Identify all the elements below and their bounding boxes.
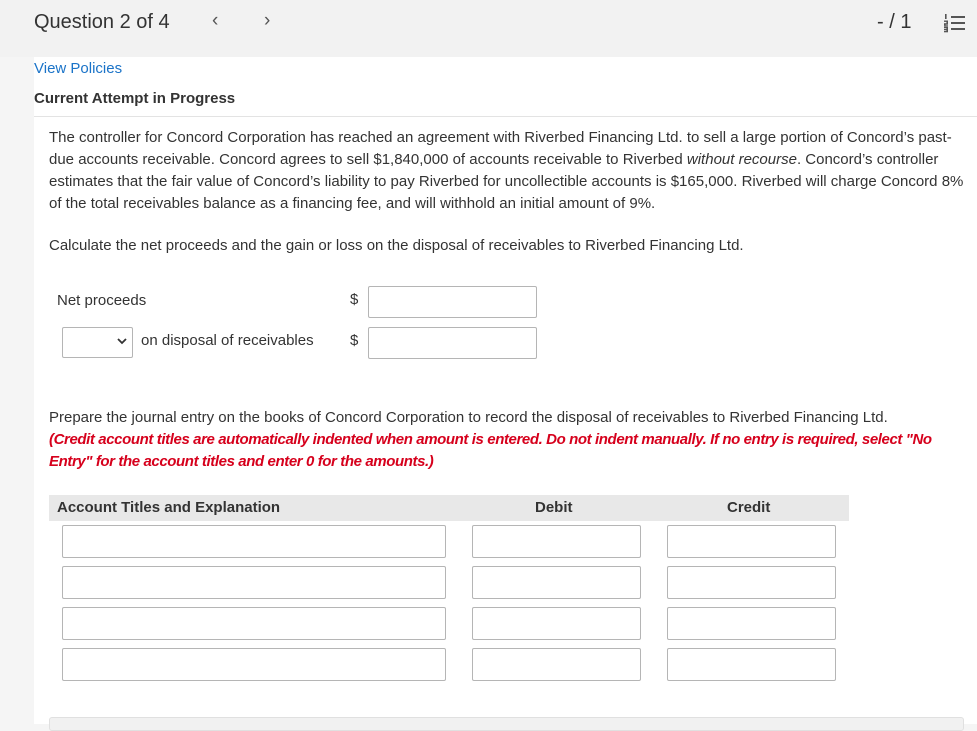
- currency-symbol: $: [350, 332, 359, 349]
- col-credit-header: Credit: [727, 499, 771, 516]
- calc-instruction: Calculate the net proceeds and the gain or loss on the disposal of receivables to Riverbed Financing Ltd.: [49, 237, 744, 254]
- debit-input[interactable]: [472, 648, 641, 681]
- disposal-label: on disposal of receivables: [141, 332, 314, 349]
- divider: [34, 116, 977, 117]
- credit-input[interactable]: [667, 648, 836, 681]
- question-counter: Question 2 of 4: [34, 11, 170, 33]
- chevron-right-icon[interactable]: ›: [264, 10, 271, 31]
- attempt-status: Current Attempt in Progress: [34, 90, 236, 107]
- problem-text-italic: without recourse: [686, 151, 797, 168]
- credit-input[interactable]: [667, 566, 836, 599]
- currency-symbol: $: [350, 291, 359, 308]
- problem-text: [49, 127, 964, 215]
- footer-toolbar: [49, 717, 964, 731]
- chevron-left-icon[interactable]: ‹: [212, 10, 219, 31]
- col-account-header: Account Titles and Explanation: [57, 499, 281, 516]
- credit-input[interactable]: [667, 525, 836, 558]
- chevron-down-icon: [116, 335, 128, 347]
- disposal-amount-input[interactable]: [368, 327, 537, 359]
- debit-input[interactable]: [472, 525, 641, 558]
- col-debit-header: Debit: [535, 499, 573, 516]
- journal-table-header: [49, 495, 849, 521]
- question-panel: [34, 57, 977, 724]
- problem-text-part1: The controller for Concord Corporation has reached an agreement with Riverbed Financing Ltd. to sell a large portion of Concord’s past-due accounts receivable. Concord agrees to sell $1,840,000 of accounts receivable to Riverbed: [49, 129, 952, 168]
- top-bar: [0, 0, 977, 57]
- debit-input[interactable]: [472, 566, 641, 599]
- debit-input[interactable]: [472, 607, 641, 640]
- journal-note: (Credit account titles are automatically indented when amount is entered. Do not indent manually. If no entry is required, select "No Entry" for the account titles and enter 0 for the amounts.): [49, 431, 932, 470]
- score-display: - / 1: [877, 11, 912, 33]
- journal-instructions: [49, 407, 974, 473]
- account-title-input[interactable]: [62, 566, 446, 599]
- gain-loss-select[interactable]: [62, 327, 133, 358]
- net-proceeds-input[interactable]: [368, 286, 537, 318]
- net-proceeds-label: Net proceeds: [57, 292, 147, 309]
- credit-input[interactable]: [667, 607, 836, 640]
- account-title-input[interactable]: [62, 607, 446, 640]
- account-title-input[interactable]: [62, 648, 446, 681]
- numbered-list-icon[interactable]: [942, 13, 966, 33]
- account-title-input[interactable]: [62, 525, 446, 558]
- journal-intro-text: Prepare the journal entry on the books of Concord Corporation to record the disposal of receivables to Riverbed Financing Ltd.: [49, 409, 888, 426]
- view-policies-link[interactable]: View Policies: [34, 60, 123, 77]
- problem-text-part2: . Concord’s controller estimates that the fair value of Concord’s liability to pay Riverbed for uncollectible accounts is $165,000. Riverbed will charge Concord 8% of the total receivables balance as a financing fee, and will withhold an initial amount of 9%.: [49, 151, 964, 212]
